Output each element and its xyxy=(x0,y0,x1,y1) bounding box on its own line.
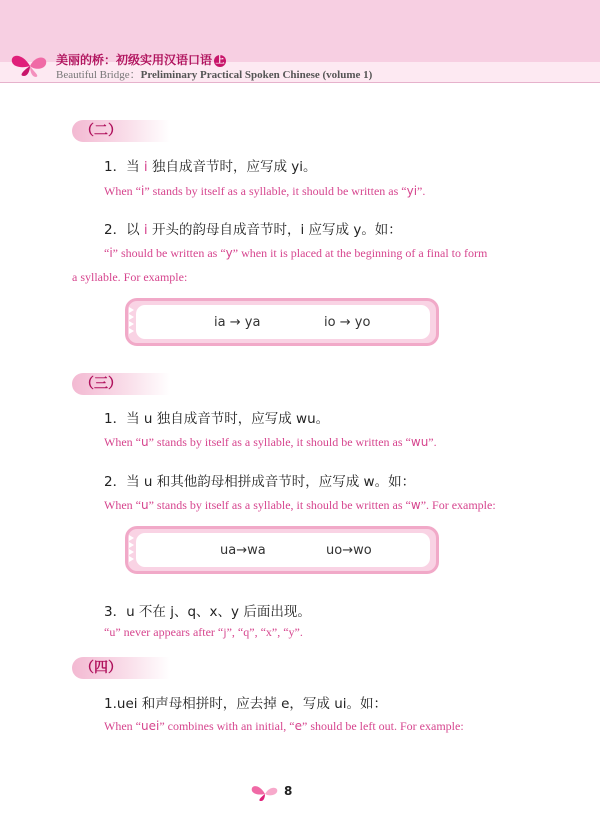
box-notch xyxy=(129,549,134,555)
book-title-cn: 美丽的桥：初级实用汉语口语 上 xyxy=(56,53,225,67)
volume-badge: 上 xyxy=(215,56,225,66)
rule-2-1-en: When “i” stands by itself as a syllable, it should be written as “yi”. xyxy=(104,184,426,198)
rule-2-2-en-line1: “i” should be written as “y” when it is placed at the beginning of a final to form xyxy=(104,246,488,260)
rule-3-3-en: “u” never appears after “j”, “q”, “x”, “y”. xyxy=(104,625,303,639)
example-box-inner xyxy=(136,305,430,339)
rule-3-3-cn: 3．u 不在 j、q、x、y 后面出现。 xyxy=(104,604,311,620)
rule-2-2-en-line2: a syllable. For example: xyxy=(72,270,188,284)
box-notch xyxy=(129,556,134,562)
box-notch xyxy=(129,307,134,313)
rule-3-2-en: When “u” stands by itself as a syllable, it should be written as “w”. For example: xyxy=(104,498,496,512)
rule-3-1-cn: 1．当 u 独自成音节时，应写成 wu。 xyxy=(104,411,330,427)
section-heading-3: （三） xyxy=(72,373,170,395)
rule-3-1-en: When “u” stands by itself as a syllable, it should be written as “wu”. xyxy=(104,435,437,449)
example-item: ua→wa xyxy=(220,543,266,558)
box-notch xyxy=(129,314,134,320)
box-notch xyxy=(129,542,134,548)
box-notch xyxy=(129,328,134,334)
rule-3-2-cn: 2．当 u 和其他韵母相拼成音节时，应写成 w。如： xyxy=(104,474,416,490)
example-item: io → yo xyxy=(324,315,371,330)
butterfly-logo-icon xyxy=(10,50,50,78)
example-box-2 xyxy=(125,298,439,346)
section-heading-4: （四） xyxy=(72,657,170,679)
rule-4-1-en: When “uei” combines with an initial, “e” should be left out. For example: xyxy=(104,719,464,733)
example-box-inner xyxy=(136,533,430,567)
page-header xyxy=(0,0,600,82)
box-notch xyxy=(129,321,134,327)
example-item: ia → ya xyxy=(214,315,261,330)
rule-2-2-cn: 2．以 i 开头的韵母自成音节时，i 应写成 y。如： xyxy=(104,222,402,238)
page-number: 8 xyxy=(284,784,293,798)
example-item: uo→wo xyxy=(326,543,372,558)
rule-2-1-cn: 1．当 i 独自成音节时，应写成 yi。 xyxy=(104,159,317,175)
butterfly-footer-icon xyxy=(250,782,280,802)
book-title-en: Beautiful Bridge：Preliminary Practical Spoken Chinese (volume 1) xyxy=(56,69,373,81)
section-heading-2: （二） xyxy=(72,120,170,142)
example-box-3 xyxy=(125,526,439,574)
rule-4-1-cn: 1.uei 和声母相拼时，应去掉 e，写成 ui。如： xyxy=(104,696,388,712)
box-notch xyxy=(129,535,134,541)
